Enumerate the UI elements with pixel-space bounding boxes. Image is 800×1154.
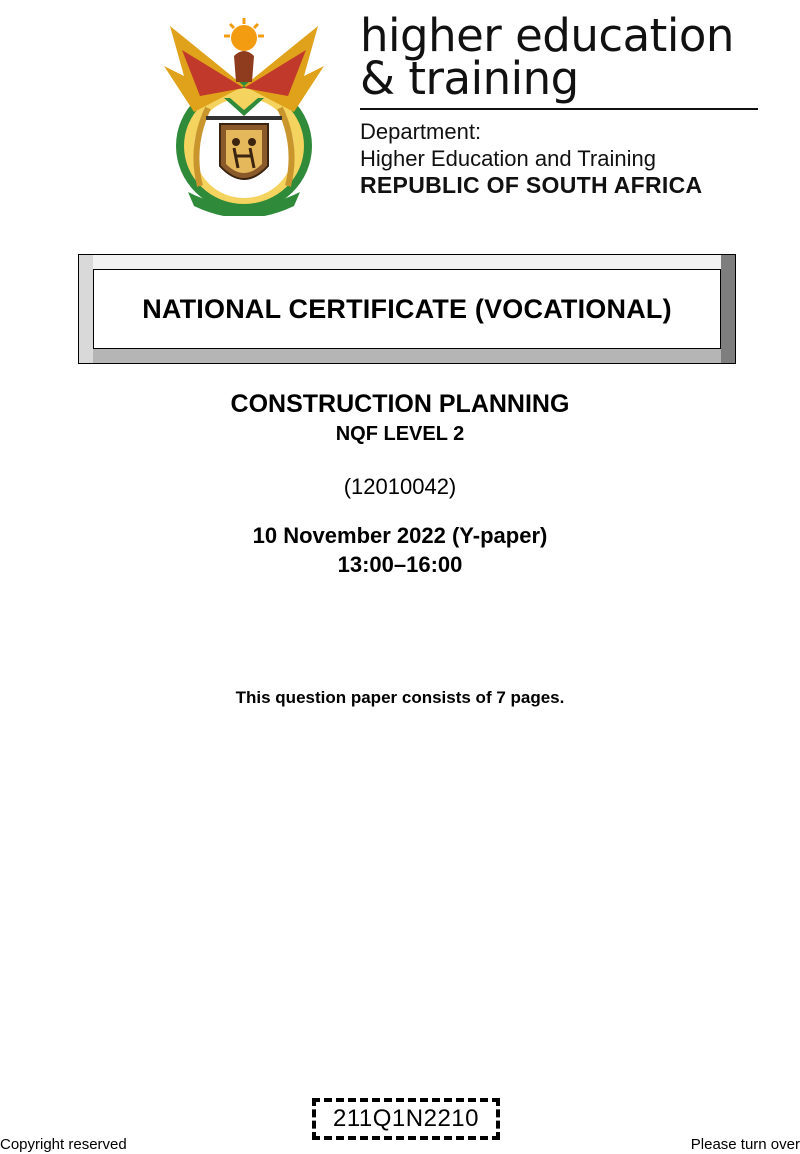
- brand-line-1: higher education: [360, 9, 734, 62]
- banner-bevel-bottom: [79, 349, 735, 363]
- certificate-banner: [78, 254, 736, 364]
- banner-inner: [93, 269, 721, 349]
- department-label: Department:: [360, 119, 482, 144]
- department-block: [360, 118, 702, 199]
- page-count-note: This question paper consists of 7 pages.: [235, 688, 565, 707]
- department-name: Higher Education and Training: [360, 146, 656, 171]
- coat-of-arms-icon: [160, 16, 328, 216]
- brand-line-2: & training: [360, 52, 579, 105]
- banner-bevel-right: [721, 255, 735, 363]
- nqf-level: NQF LEVEL 2: [335, 423, 465, 445]
- turn-over-notice: Please turn over: [690, 1136, 800, 1153]
- subject-code: (12010042): [343, 474, 457, 499]
- exam-date: 10 November 2022 (Y-paper): [252, 523, 548, 548]
- subject-title: CONSTRUCTION PLANNING: [230, 390, 570, 418]
- banner-bevel-left: [79, 255, 93, 363]
- paper-code: 211Q1N2210: [333, 1105, 479, 1132]
- exam-time: 13:00–16:00: [337, 552, 463, 577]
- brand-divider: [360, 108, 758, 110]
- banner-bevel-top: [79, 255, 735, 269]
- copyright-notice: Copyright reserved: [0, 1136, 127, 1153]
- paper-code-box: [312, 1098, 500, 1140]
- country-name: REPUBLIC OF SOUTH AFRICA: [360, 172, 703, 198]
- certificate-title: NATIONAL CERTIFICATE (VOCATIONAL): [142, 293, 672, 324]
- brand-block: [360, 9, 760, 198]
